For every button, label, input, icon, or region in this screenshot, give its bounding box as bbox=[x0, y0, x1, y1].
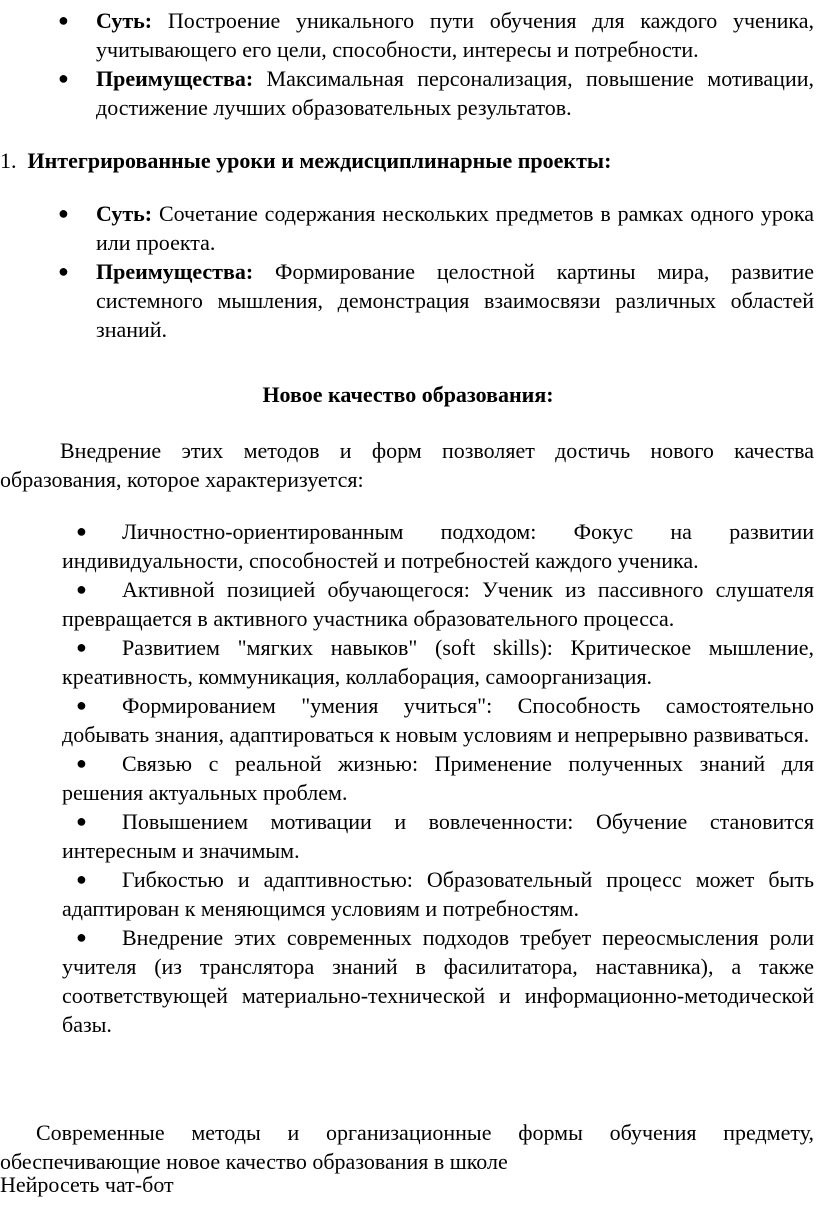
bullet-item bbox=[58, 6, 814, 64]
bullet-label: Преимущества: bbox=[96, 66, 254, 91]
bullet-text: Построение уникального пути обучения для каждого ученика, учитывающего его цели, способности, интересы и потребности. bbox=[96, 8, 814, 62]
bullet-text: Сочетание содержания нескольких предметов в рамках одного урока или проекта. bbox=[96, 201, 814, 255]
bullet-label: Преимущества: bbox=[96, 259, 254, 284]
bullet-item bbox=[58, 199, 814, 257]
list-item-text: Гибкостью и адаптивностью: Образовательный процесс может быть адаптирован к меняющимся условиям и потребностям. bbox=[62, 867, 814, 921]
list-item bbox=[62, 517, 814, 575]
bullet-icon: ● bbox=[58, 203, 69, 223]
bullet-label: Суть: bbox=[96, 201, 153, 226]
bullet-icon: ● bbox=[76, 869, 87, 889]
bullet-label: Суть: bbox=[96, 8, 153, 33]
bullet-icon: ● bbox=[76, 753, 87, 773]
bullet-icon: ● bbox=[76, 579, 87, 599]
bullet-icon: ● bbox=[58, 10, 69, 30]
closing-paragraph: Современные методы и организационные формы обучения предмету, обеспечивающие новое качество образования в школе bbox=[0, 1120, 814, 1174]
list-item-text: Активной позицией обучающегося: Ученик из пассивного слушателя превращается в активного участника образовательного процесса. bbox=[62, 577, 814, 631]
bullet-icon: ● bbox=[76, 521, 87, 541]
section-number: 1. bbox=[0, 148, 17, 173]
list-item bbox=[62, 923, 814, 1039]
quality-title: Новое качество образования: bbox=[262, 382, 554, 407]
list-item-text: Связью с реальной жизнью: Применение полученных знаний для решения актуальных проблем. bbox=[62, 751, 814, 805]
list-item bbox=[62, 575, 814, 633]
bullet-item bbox=[58, 64, 814, 122]
bullet-icon: ● bbox=[76, 927, 87, 947]
list-item-text: Внедрение этих современных подходов требует переосмысления роли учителя (из транслятора знаний в фасилитатора, наставника), а также соответствующей материально-технической и информационно-методической базы. bbox=[62, 925, 814, 1037]
list-item bbox=[62, 691, 814, 749]
bullet-item bbox=[58, 257, 814, 344]
quality-intro: Внедрение этих методов и форм позволяет достичь нового качества образования, которое характеризуется: bbox=[0, 438, 814, 492]
footer-text: Нейросеть чат-бот bbox=[0, 1172, 174, 1197]
bullet-icon: ● bbox=[58, 261, 69, 281]
list-item bbox=[62, 633, 814, 691]
quality-list bbox=[62, 517, 814, 1039]
bullet-icon: ● bbox=[76, 695, 87, 715]
list-item-text: Развитием "мягких навыков" (soft skills): Критическое мышление, креативность, коммуникация, коллаборация, самоорганизация. bbox=[62, 635, 814, 689]
list-item-text: Формированием "умения учиться": Способность самостоятельно добывать знания, адаптироваться к новым условиям и непрерывно развиваться. bbox=[62, 693, 814, 747]
section-heading bbox=[0, 146, 816, 175]
list-item bbox=[62, 749, 814, 807]
bullet-text: Максимальная персонализация, повышение мотивации, достижение лучших образовательных результатов. bbox=[96, 66, 814, 120]
list-item bbox=[62, 865, 814, 923]
list-item-text: Личностно-ориентированным подходом: Фокус на развитии индивидуальности, способностей и потребностей каждого ученика. bbox=[62, 519, 814, 573]
list-item bbox=[62, 807, 814, 865]
bullet-icon: ● bbox=[76, 637, 87, 657]
bullet-icon: ● bbox=[58, 68, 69, 88]
section-title: Интегрированные уроки и междисциплинарные проекты: bbox=[27, 148, 612, 173]
bullet-icon: ● bbox=[76, 811, 87, 831]
list-item-text: Повышением мотивации и вовлеченности: Обучение становится интересным и значимым. bbox=[62, 809, 814, 863]
bullet-text: Формирование целостной картины мира, развитие системного мышления, демонстрация взаимосвязи различных областей знаний. bbox=[96, 259, 814, 342]
